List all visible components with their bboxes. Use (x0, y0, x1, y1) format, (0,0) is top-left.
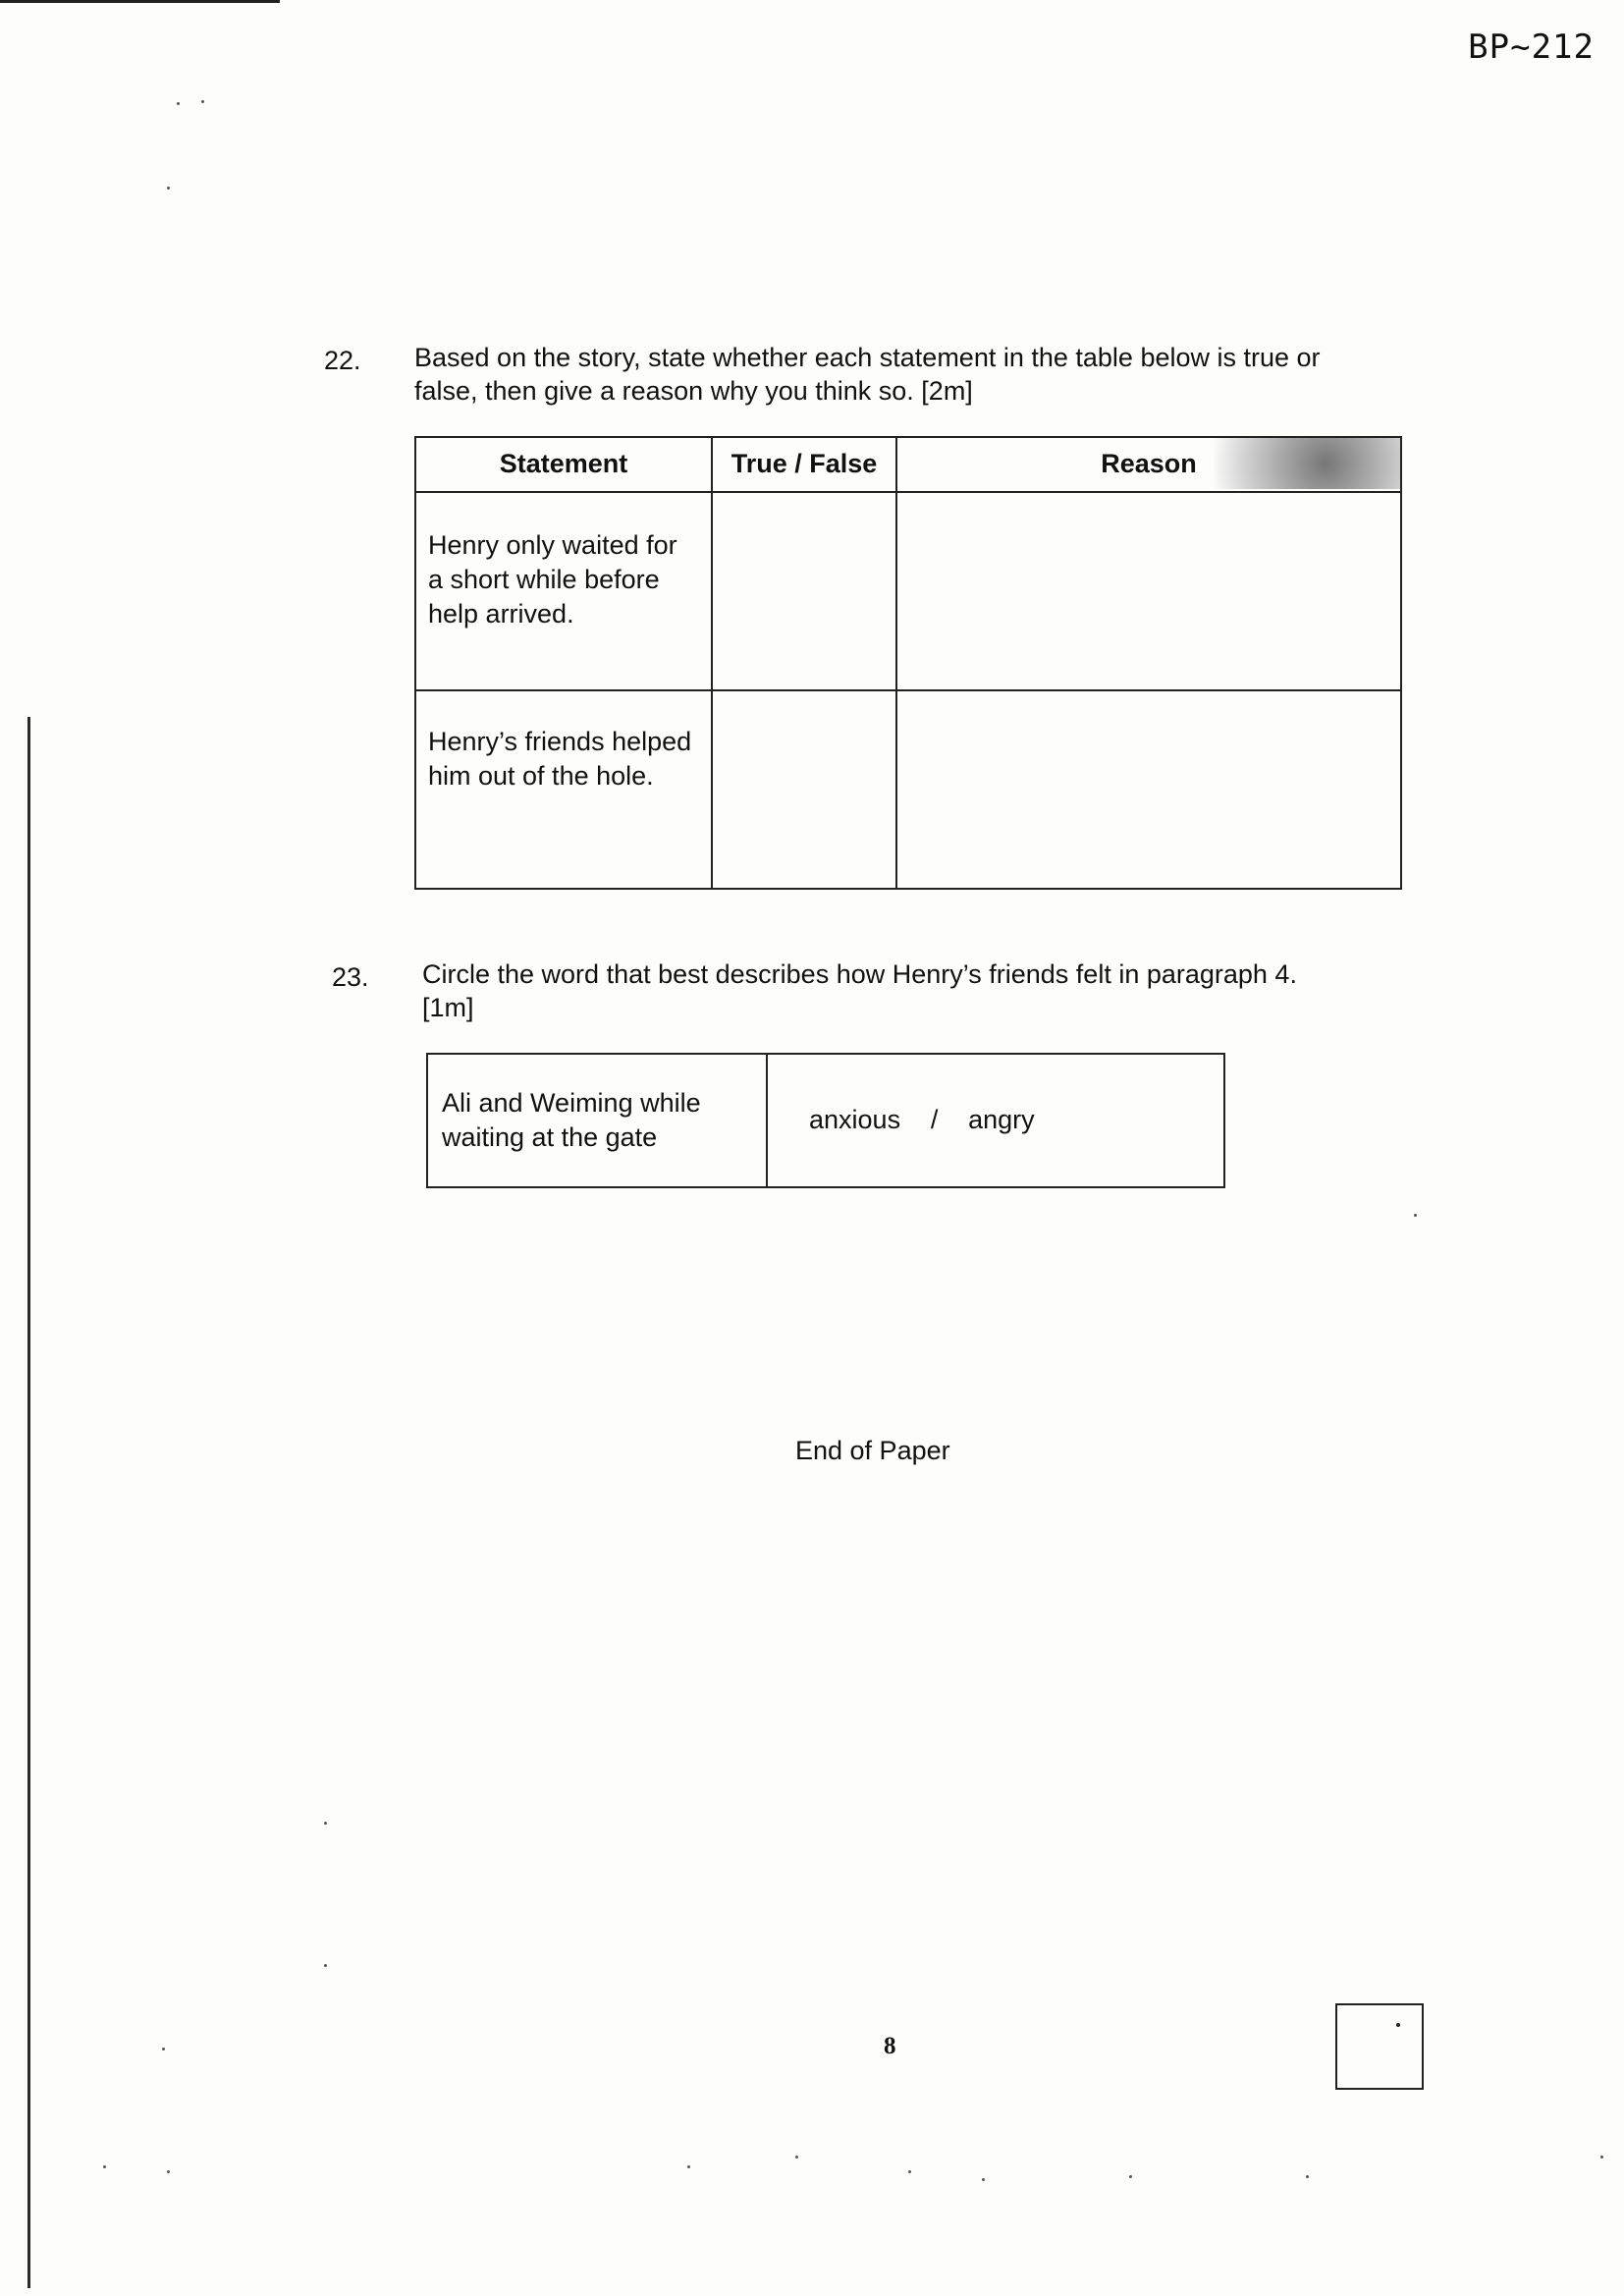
table-row (415, 690, 1401, 889)
question-23-line1: Circle the word that best describes how Henry’s friends felt in paragraph 4. (422, 959, 1297, 989)
q23-choice-cell (767, 1054, 1224, 1187)
q23-prompt-cell (427, 1054, 767, 1187)
top-rule (0, 0, 280, 3)
reason-answer-cell[interactable] (896, 690, 1401, 889)
col-header-reason-label: Reason (1101, 449, 1197, 479)
table-row (415, 492, 1401, 690)
question-23-number: 23. (332, 962, 369, 992)
question-22-line1: Based on the story, state whether each statement in the table below is true or (414, 343, 1321, 372)
statement-text: Henry’s friends helped him out of the hole. (428, 727, 692, 792)
option-angry[interactable]: angry (968, 1105, 1035, 1135)
page-number: 8 (884, 2033, 896, 2059)
scan-smudge (1214, 438, 1400, 489)
true-false-answer-cell[interactable] (712, 690, 896, 889)
reason-answer-cell[interactable] (896, 492, 1401, 690)
question-23-line2: [1m] (422, 992, 474, 1022)
col-header-true-false: True / False (712, 437, 896, 492)
left-margin-line (27, 717, 30, 2288)
q23-prompt-text: Ali and Weiming while waiting at the gate (442, 1088, 701, 1153)
q23-table (426, 1053, 1225, 1188)
option-anxious[interactable]: anxious (809, 1105, 901, 1135)
question-22-text (414, 342, 1321, 409)
question-23-text (422, 958, 1297, 1025)
statement-cell (415, 690, 712, 889)
end-of-paper: End of Paper (795, 1436, 950, 1465)
statement-cell (415, 492, 712, 690)
true-false-answer-cell[interactable] (712, 492, 896, 690)
question-22-number: 22. (324, 346, 361, 375)
option-separator: / (930, 1105, 939, 1135)
question-22-line2: false, then give a reason why you think so. [2m] (414, 375, 973, 406)
col-header-statement: Statement (415, 437, 712, 492)
paper-code: BP~212 (1468, 27, 1595, 67)
statement-text: Henry only waited for a short while before help arrived. (428, 530, 677, 629)
score-box (1335, 2003, 1424, 2090)
col-header-reason (896, 437, 1401, 492)
q22-table (414, 436, 1402, 890)
